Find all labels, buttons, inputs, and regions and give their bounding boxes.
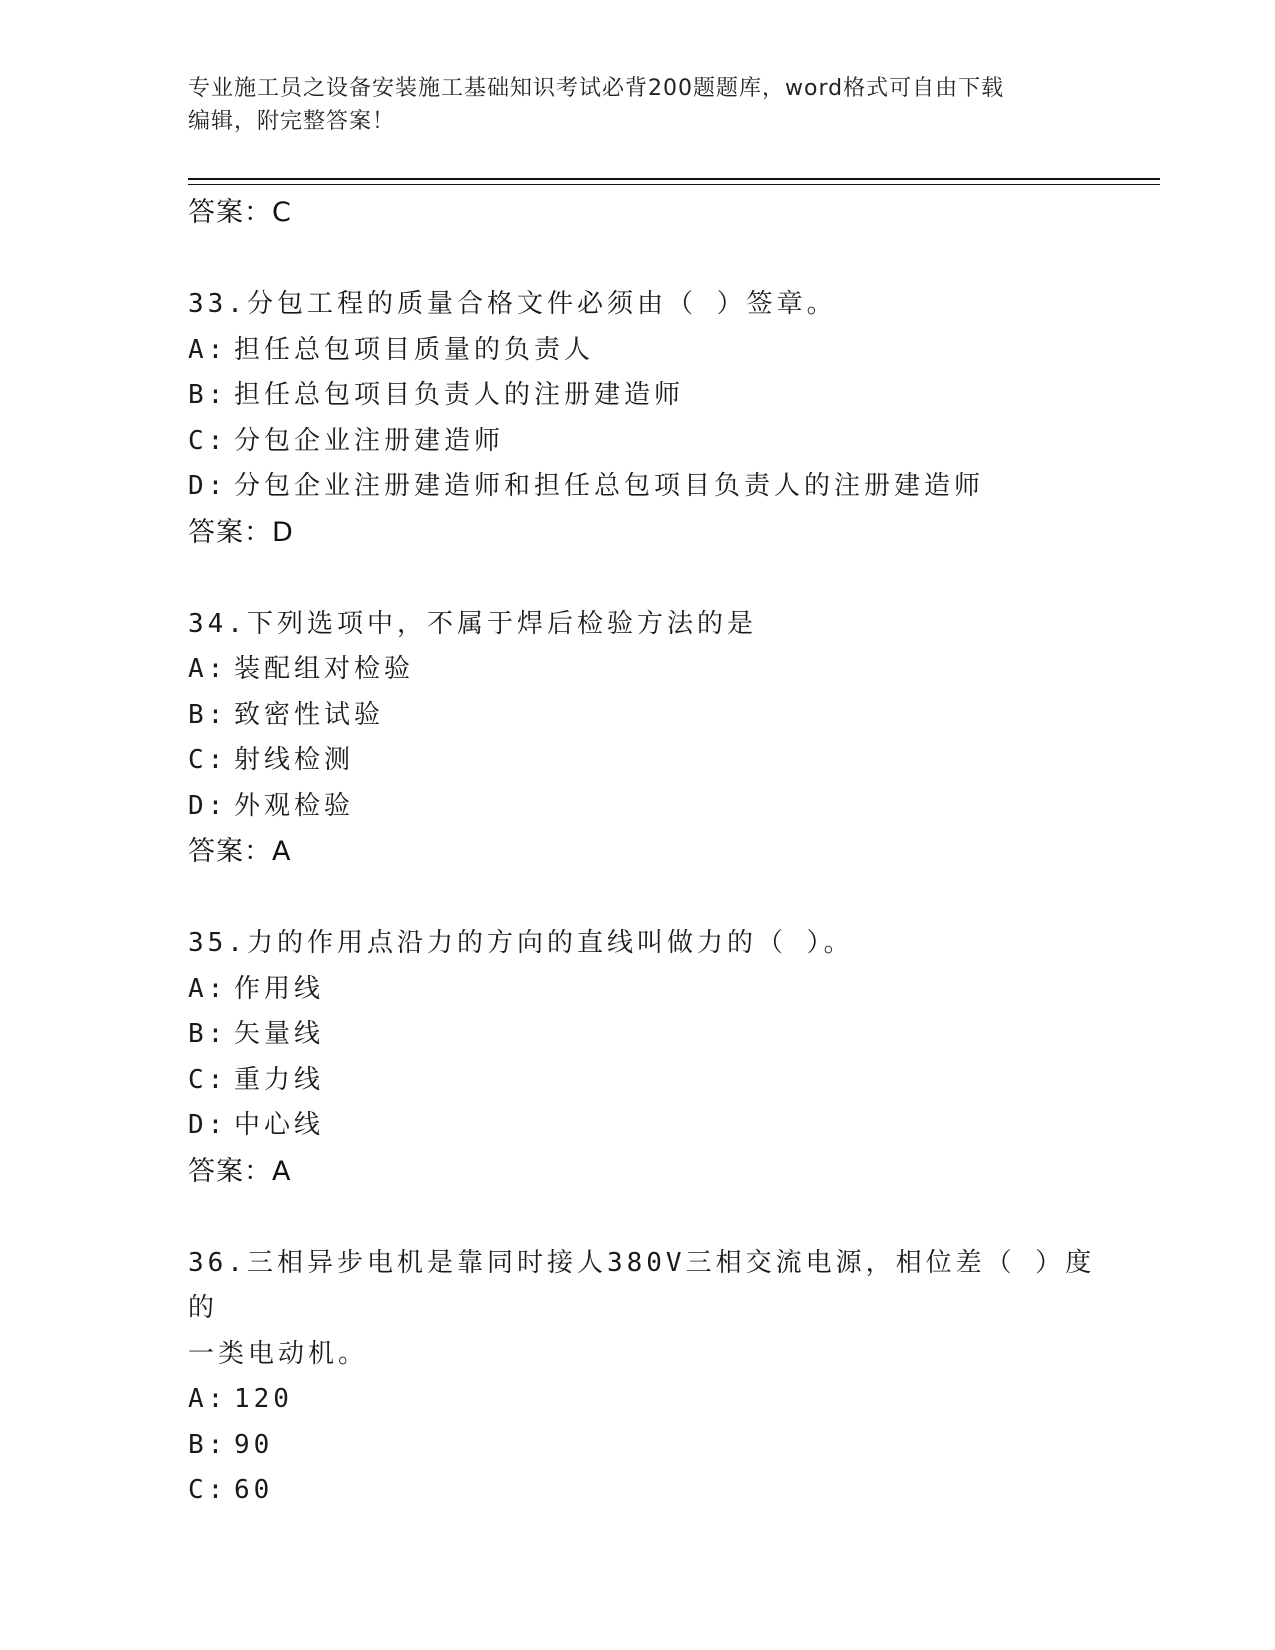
question-34 — [188, 602, 1108, 876]
option-text: 60 — [234, 1475, 274, 1505]
option-text: 作用线 — [234, 973, 325, 1004]
option-text: 分包企业注册建造师 — [234, 425, 505, 456]
option-c — [188, 419, 1108, 465]
question-35 — [188, 921, 1108, 1195]
option-text: 装配组对检验 — [234, 654, 415, 684]
header-divider-thin — [188, 184, 1160, 185]
document-header — [188, 72, 1088, 138]
option-letter: A: — [188, 1384, 228, 1414]
option-text: 担任总包项目负责人的注册建造师 — [234, 380, 685, 410]
option-text: 分包企业注册建造师和担任总包项目负责人的注册建造师 — [234, 471, 985, 501]
option-text: 120 — [234, 1384, 293, 1414]
option-b — [188, 1012, 1108, 1058]
option-text: 中心线 — [234, 1110, 325, 1140]
option-text: 射线检测 — [234, 745, 355, 775]
option-d — [188, 784, 1108, 830]
option-letter: B: — [188, 1019, 228, 1049]
option-text: 重力线 — [234, 1064, 325, 1095]
option-b — [188, 373, 1108, 419]
question-33 — [188, 282, 1108, 556]
option-c — [188, 738, 1108, 784]
option-letter: C: — [188, 1064, 228, 1095]
question-stem: 33.分包工程的质量合格文件必须由（ ）签章。 — [188, 289, 837, 319]
option-d — [188, 464, 1108, 510]
answer: 答案：A — [188, 836, 292, 867]
option-text: 担任总包项目质量的负责人 — [234, 334, 595, 365]
question-list — [188, 190, 1108, 1514]
option-d — [188, 1103, 1108, 1149]
option-a — [188, 1377, 1108, 1423]
option-letter: D: — [188, 471, 228, 501]
question-stem: 35.力的作用点沿力的方向的直线叫做力的（ ）。 — [188, 928, 854, 958]
option-a — [188, 328, 1108, 374]
option-letter: C: — [188, 425, 228, 456]
option-a — [188, 647, 1108, 693]
question-stem-line-1: 36.三相异步电机是靠同时接人380V三相交流电源，相位差（ ）度的 — [188, 1247, 1096, 1323]
option-letter: A: — [188, 334, 228, 365]
option-b — [188, 1423, 1108, 1469]
option-text: 90 — [234, 1429, 274, 1460]
option-letter: C: — [188, 1475, 228, 1505]
answer: 答案：D — [188, 516, 294, 548]
option-letter: D: — [188, 790, 228, 821]
option-c — [188, 1468, 1108, 1514]
option-text: 外观检验 — [234, 790, 355, 821]
header-line-2: 编辑，附完整答案！ — [188, 109, 396, 134]
answer: 答案：A — [188, 1155, 292, 1187]
question-stem: 34.下列选项中，不属于焊后检验方法的是 — [188, 608, 757, 639]
option-letter: B: — [188, 1429, 228, 1460]
option-letter: D: — [188, 1110, 228, 1140]
option-letter: A: — [188, 654, 228, 684]
option-b — [188, 693, 1108, 739]
header-line-1: 专业施工员之设备安装施工基础知识考试必背200题题库，word格式可自由下载 — [188, 76, 1005, 101]
option-letter: A: — [188, 973, 228, 1004]
option-a — [188, 967, 1108, 1013]
question-stem-line-2: 一类电动机。 — [188, 1338, 369, 1369]
question-36 — [188, 1241, 1108, 1514]
option-letter: B: — [188, 380, 228, 410]
header-divider-thick — [188, 178, 1160, 180]
previous-answer: 答案：C — [188, 197, 292, 228]
option-c — [188, 1058, 1108, 1104]
option-text: 矢量线 — [234, 1019, 325, 1049]
option-letter: C: — [188, 745, 228, 775]
option-text: 致密性试验 — [234, 699, 385, 730]
option-letter: B: — [188, 699, 228, 730]
